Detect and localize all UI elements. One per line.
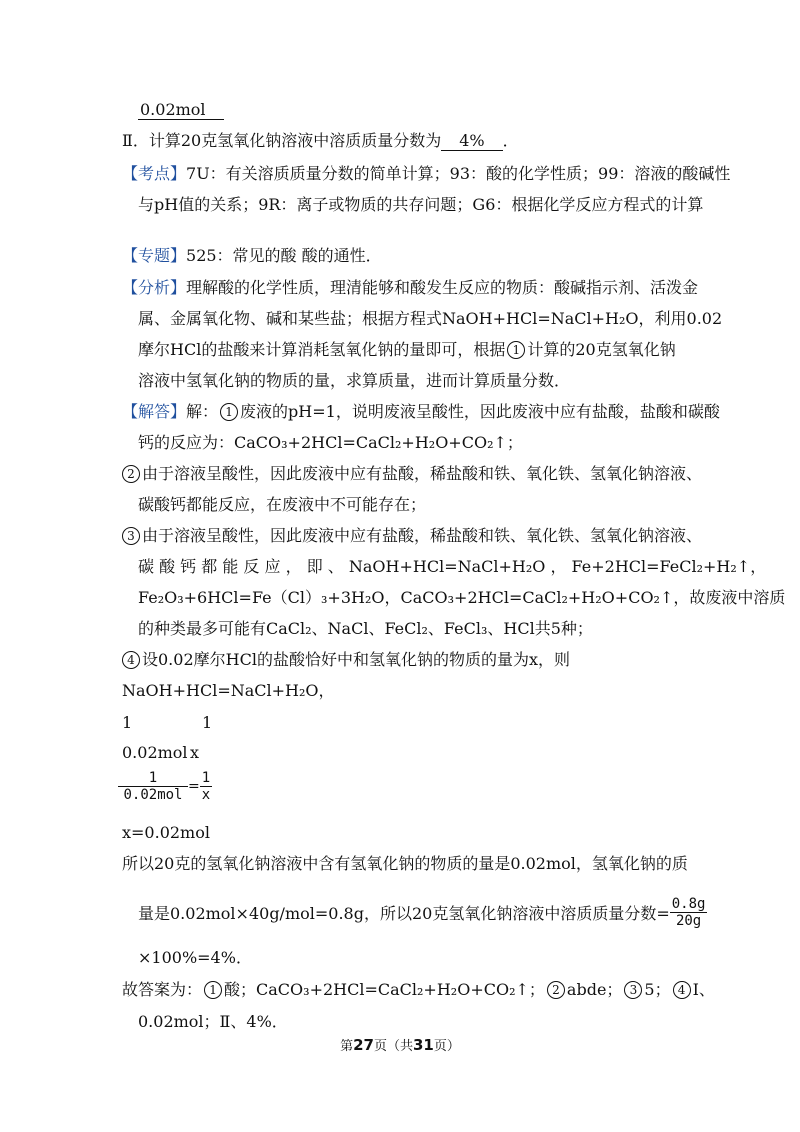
proportion [118,770,212,803]
equals-sign: = [188,778,200,795]
equation: NaOH+HCl=NaCl+H₂O， [122,681,335,700]
fenxi-text-3a: 摩尔HCl的盐酸来计算消耗氢氧化钠的量即可，根据 [138,340,506,359]
fraction-mass-percent [670,896,708,929]
answer-line-0 [138,100,224,120]
jieda-text: 废液的pH=1，说明废液呈酸性，因此废液中应有盐酸，盐酸和碳酸 [240,402,720,421]
answer-3: 5； [644,980,671,999]
kaodian-text: 7U：有关溶质质量分数的简单计算；93：酸的化学性质；99：溶液的酸碱性 [186,164,731,183]
point-2-text: 由于溶液呈酸性，因此废液中应有盐酸，稀盐酸和铁、氧化铁、氢氧化钠溶液、 [142,464,703,483]
circled-number-1: 1 [507,341,525,359]
blank-answer-percent: 4% [441,131,502,151]
jieda-prefix: 解： [186,402,219,421]
page-number: 27 [353,1036,374,1054]
footer-prefix: 第 [340,1039,354,1054]
ratio-row-2-right: x [190,743,200,762]
total-pages: 31 [413,1036,434,1054]
fraction-right-denominator: x [201,787,211,803]
answer-2: abde； [566,980,623,999]
point-2-line-2: 碳酸钙都能反应，在废液中不可能存在； [138,495,427,514]
point-4-line-1 [120,650,570,670]
fenxi-line-2: 属、金属氧化物、碱和某些盐；根据方程式NaOH+HCl=NaCl+H₂O，利用0.02 [138,309,723,328]
period: ． [502,131,519,150]
circled-number-3: 3 [624,981,642,999]
jieda-tag: 【解答】 [122,402,187,421]
jieda-line-1 [122,402,720,422]
fraction-right-numerator: 1 [201,770,211,786]
fraction-left-denominator: 0.02mol [123,787,183,803]
summary-line-2 [138,896,707,929]
circled-number-2: 2 [547,981,565,999]
point-2-line-1 [120,464,702,484]
fenxi-line-3 [138,340,676,360]
answer-line-2: 0.02mol；Ⅱ、4%． [138,1012,288,1031]
kaodian-line-2: 与pH值的关系；9R：离子或物质的共存问题；G6：根据化学反应方程式的计算 [138,195,704,214]
fenxi-text: 理解酸的化学性质，理清能够和酸发生反应的物质：酸碱指示剂、活泼金 [186,278,699,297]
point-3-line-4: 的种类最多可能有CaCl₂、NaCl、FeCl₂、FeCl₃、HCl共5种； [138,619,593,638]
fraction-right [200,770,212,803]
fenxi-tag: 【分析】 [122,278,187,297]
fenxi-line-1 [122,278,698,298]
circled-number-3: 3 [122,527,140,545]
answer-4: Ⅰ、 [692,980,715,999]
footer-suffix: 页） [433,1039,460,1054]
point-3-line-2: 碳 酸 钙 都 能 反 应 ， 即 、 NaOH+HCl=NaCl+H₂O ， Fe+2HCl=FeCl₂+H₂↑， [138,557,767,576]
jieda-line-2: 钙的反应为：CaCO₃+2HCl=CaCl₂+H₂O+CO₂↑； [138,433,523,452]
summary-line-1: 所以20克的氢氧化钠溶液中含有氢氧化钠的物质的量是0.02mol，氢氧化钠的质 [122,854,688,873]
fenxi-text-3b: 计算的20克氢氧化钠 [527,340,676,359]
summary-text-2: 量是0.02mol×40g/mol=0.8g，所以20克氢氧化钠溶液中溶质质量分数= [138,904,670,923]
question-ii [122,131,519,151]
fraction-left [118,770,188,803]
zhuanti-line [122,246,382,266]
point-3-line-1 [120,526,702,546]
circled-number-2: 2 [122,465,140,483]
circled-number-4: 4 [122,651,140,669]
fraction-mass-denominator: 20g [675,913,702,929]
answer-line-1 [122,980,715,1000]
page-footer [0,1035,800,1054]
fraction-left-numerator: 1 [118,770,188,787]
circled-number-4: 4 [673,981,691,999]
kaodian-line-1 [122,164,730,184]
ratio-row-2-left: 0.02mol [122,743,188,762]
ratio-row-1-right: 1 [202,713,213,732]
zhuanti-text: 525：常见的酸 酸的通性． [186,246,382,265]
fenxi-line-4: 溶液中氢氧化钠的物质的量，求算质量，进而计算质量分数． [138,371,571,390]
ratio-row-1-left: 1 [122,713,133,732]
blank-answer: 0.02mol [138,100,224,120]
x-result: x=0.02mol [122,823,210,842]
point-3-line-3: Fe₂O₃+6HCl=Fe（Cl）₃+3H₂O，CaCO₃+2HCl=CaCl₂+H₂O+CO₂↑，故废液中溶质 [138,588,786,607]
circled-number-1: 1 [220,403,238,421]
kaodian-tag: 【考点】 [122,164,187,183]
point-3-text: 由于溶液呈酸性，因此废液中应有盐酸，稀盐酸和铁、氧化铁、氢氧化钠溶液、 [142,526,703,545]
circled-number-1: 1 [204,981,222,999]
answer-prefix: 故答案为： [122,980,203,999]
fraction-mass-numerator: 0.8g [671,896,706,912]
answer-1: 酸；CaCO₃+2HCl=CaCl₂+H₂O+CO₂↑； [224,980,545,999]
zhuanti-tag: 【专题】 [122,246,187,265]
point-4-text: 设0.02摩尔HCl的盐酸恰好中和氢氧化钠的物质的量为x，则 [142,650,570,669]
question-text: Ⅱ．计算20克氢氧化钠溶液中溶质质量分数为 [122,131,442,150]
footer-middle: 页（共 [373,1039,413,1054]
summary-line-3: ×100%=4%． [138,948,252,967]
